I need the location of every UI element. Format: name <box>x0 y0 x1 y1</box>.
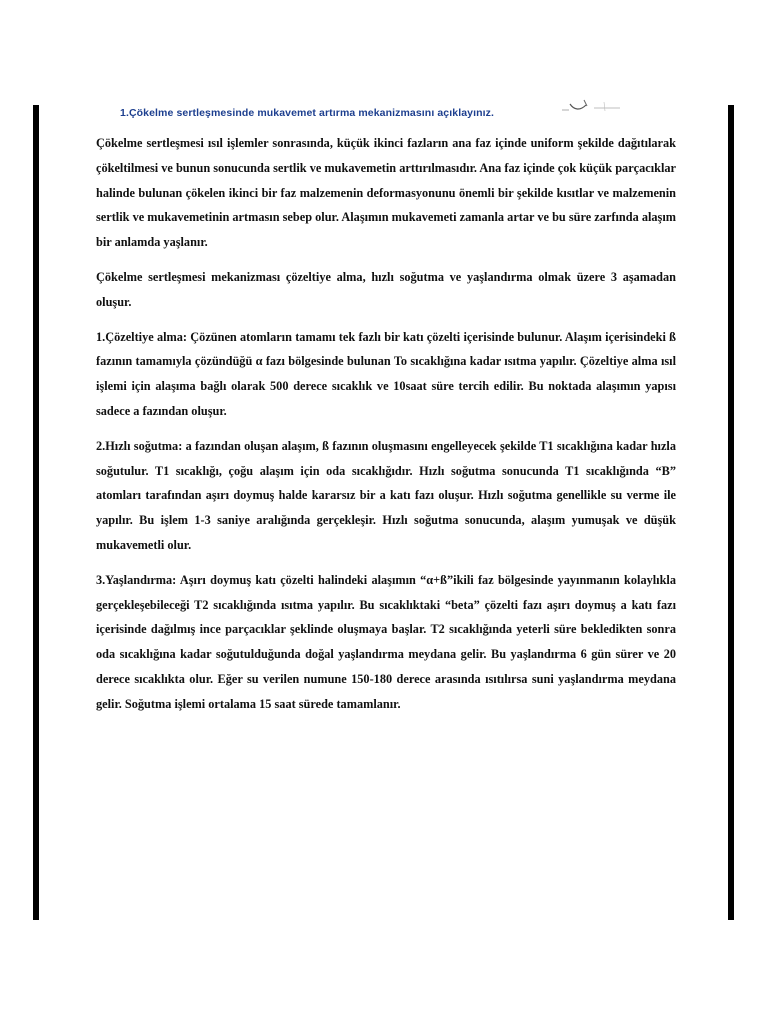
paragraph-stages: Çökelme sertleşmesi mekanizması çözeltiye alma, hızlı soğutma ve yaşlandırma olmak üzere 3 aşamadan oluşur. <box>96 269 676 309</box>
document-body <box>96 107 676 727</box>
paragraph-solution-treatment: 1.Çözeltiye alma: Çözünen atomların tamamı tek fazlı bir katı çözelti içerisinde bulunur. Alaşım içerisindeki ß fazının tamamıyla çözündüğü α fazı bölgesinde bulunan To sıcaklığına kadar ısıtma yapılır. Çözeltiye alma ısıl işlemi için alaşıma bağlı olarak 500 derece sıcaklık ve 10saat süre tercih edilir. Bu noktada alaşımın yapısı sadece a fazından oluşur. <box>96 329 676 418</box>
paragraph-quenching: 2.Hızlı soğutma: a fazından oluşan alaşım, ß fazının oluşmasını engelleyecek şekilde T1 sıcaklığına kadar hızla soğutulur. T1 sıcaklığı, çoğu alaşım için oda sıcaklığıdır. Hızlı soğutma sonucunda T1 sıcaklığında “B” atomları tarafından aşırı doymuş halde kararsız bir a katı fazı oluşur. Hızlı soğutma genellikle su verme ile yapılır. Bu işlem 1-3 saniye aralığında gerçekleşir. Hızlı soğutma sonucunda, alaşım yumuşak ve düşük mukavemetli olur. <box>96 438 676 552</box>
left-border-bar <box>33 105 39 920</box>
paragraph-intro: Çökelme sertleşmesi ısıl işlemler sonrasında, küçük ikinci fazların ana faz içinde uniform şekilde dağıtılarak çökeltilmesi ve bunun sonucunda sertlik ve mukavemetin arttırılmasıdır. Ana faz içinde çok küçük parçacıklar halinde bulunan çökelen ikinci bir faz malzemenin deformasyonunu önemli bir şekilde kısıtlar ve malzemenin sertlik ve mukavemetinin artmasın sebep olur. Alaşımın mukavemeti zamanla artar ve bu süre zarfında alaşım bir anlamda yaşlanır. <box>96 136 676 250</box>
right-border-bar <box>728 105 734 920</box>
paragraph-aging: 3.Yaşlandırma: Aşırı doymuş katı çözelti halindeki alaşımın “α+ß”ikili faz bölgesinde yayınmanın kolaylıkla gerçekleşebileceği T2 sıcaklığında ısıtma yapılır. Bu sıcaklıktaki “beta” çözelti fazı aşırı doymuş a katı fazı içerisinde dağılmış ince parçacıklar şeklinde oluşmaya başlar. T2 sıcaklığında yeterli süre bekledikten sonra oda sıcaklığına kadar soğutulduğunda doğal yaşlandırma meydana gelir. Bu yaşlandırma 6 gün sürer ve 20 derece sıcaklıkta olur. Eğer su verilen numune 150-180 derece arasında ısıtılırsa suni yaşlandırma meydana gelir. Soğutma işlemi ortalama 15 saat sürede tamamlanır. <box>96 572 676 711</box>
question-heading: 1.Çökelme sertleşmesinde mukavemet artırma mekanizmasını açıklayınız. <box>120 107 494 119</box>
